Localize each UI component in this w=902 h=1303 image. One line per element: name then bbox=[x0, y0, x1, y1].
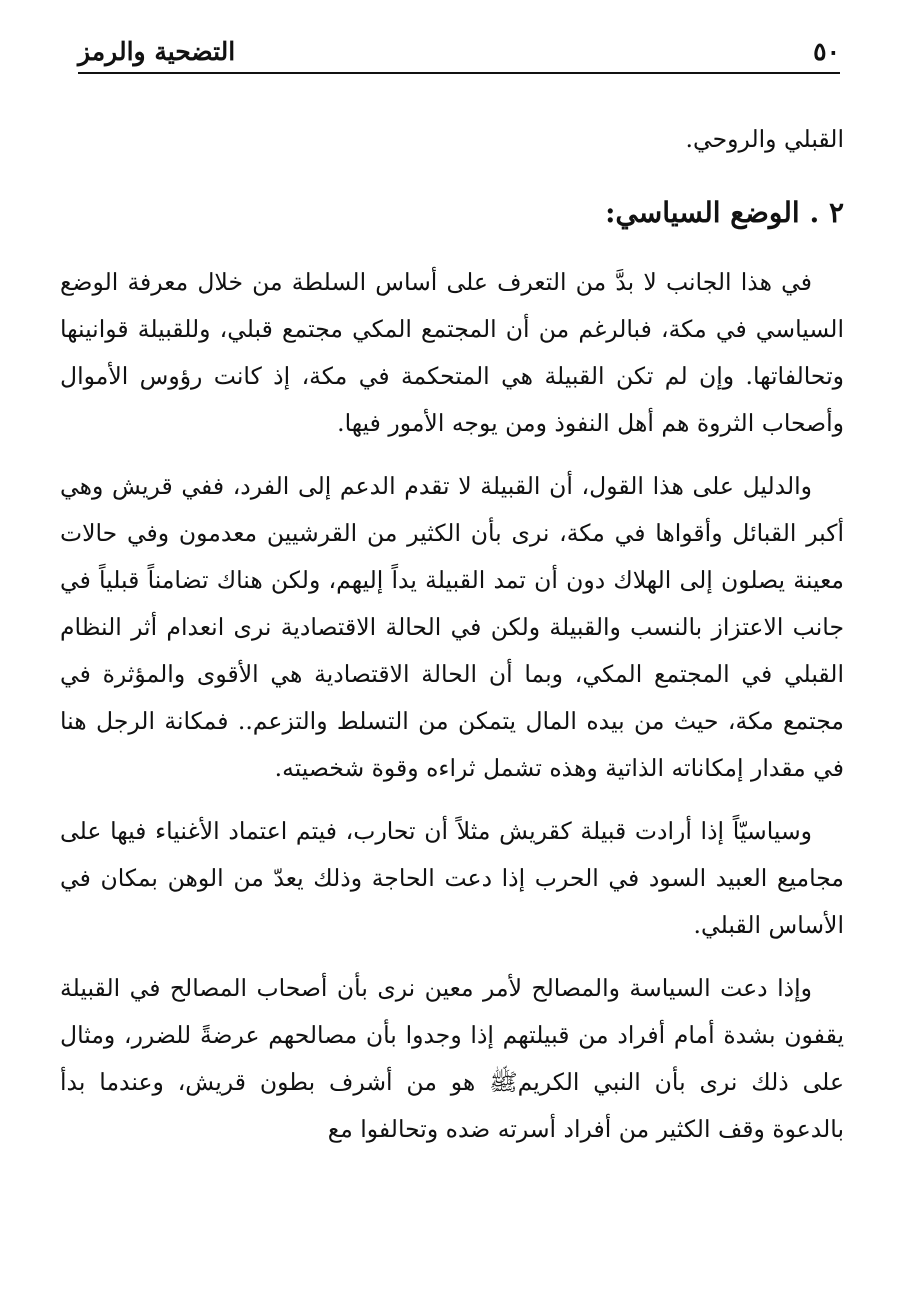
paragraph: والدليل على هذا القول، أن القبيلة لا تقدم الدعم إلى الفرد، ففي قريش وهي أكبر القبائل وأقواها في مكة، نرى بأن الكثير من القرشيين معدمون وفي حالات معينة يصلون إلى الهلاك دون أن تمد القبيلة يداً إليهم، ولكن هناك تضامناً قبلياً في جانب الاعتزاز بالنسب والقبيلة ولكن في الحالة الاقتصادية نرى انعدام أثر النظام القبلي في المجتمع المكي، وبما أن الحالة الاقتصادية هي الأقوى والمؤثرة في مجتمع مكة، حيث من بيده المال يتمكن من التسلط والتزعم.. فمكانة الرجل هنا في مقدار إمكاناته الذاتية وهذه تشمل ثراءه وقوة شخصيته. bbox=[60, 472, 844, 782]
page-body bbox=[60, 116, 844, 1169]
section-heading: ٢ . الوضع السياسي: bbox=[605, 196, 844, 229]
page-header bbox=[78, 32, 840, 74]
paragraph: وسياسيّاً إذا أرادت قبيلة كقريش مثلاً أن تحارب، فيتم اعتماد الأغنياء فيها على مجاميع العبيد السود في الحرب إذا دعت الحاجة وذلك يعدّ من الوهن بمكان في الأساس القبلي. bbox=[60, 817, 844, 939]
page-number: ٥٠ bbox=[813, 37, 840, 66]
paragraph: وإذا دعت السياسة والمصالح لأمر معين نرى بأن أصحاب المصالح في القبيلة يقفون بشدة أمام أفراد من قبيلتهم إذا وجدوا بأن مصالحهم عرضةً للضرر، ومثال على ذلك نرى بأن النبي الكريمﷺ هو من أشرف بطون قريش، وعندما بدأ بالدعوة وقف الكثير من أفراد أسرته ضده وتحالفوا مع bbox=[60, 974, 844, 1143]
continuation-line: القبلي والروحي. bbox=[685, 125, 844, 153]
running-title: التضحية والرمز bbox=[78, 37, 236, 66]
paragraph: في هذا الجانب لا بدَّ من التعرف على أساس السلطة من خلال معرفة الوضع السياسي في مكة، فبالرغم من أن المجتمع المكي مجتمع قبلي، وللقبيلة قوانينها وتحالفاتها. وإن لم تكن القبيلة هي المتحكمة في مكة، إذ كانت رؤوس الأموال وأصحاب الثروة هم أهل النفوذ ومن يوجه الأمور فيها. bbox=[60, 268, 844, 437]
